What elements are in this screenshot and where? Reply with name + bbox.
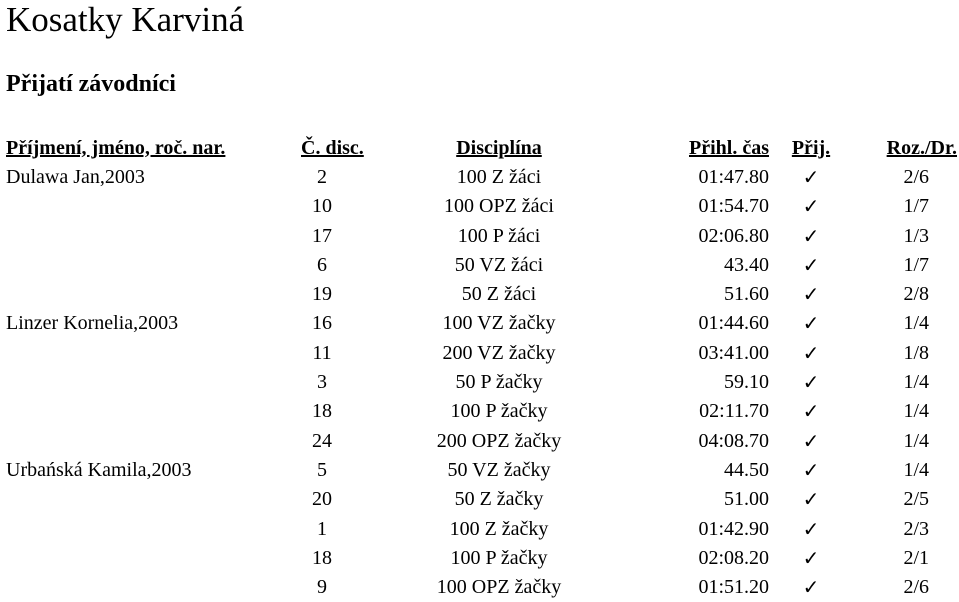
table-row [0, 279, 959, 308]
accepted-check-icon: ✓ [802, 487, 820, 512]
accepted-check-icon: ✓ [802, 252, 820, 277]
entry-time: 01:54.70 [698, 195, 769, 218]
heat-lane: 1/4 [903, 400, 929, 423]
entry-time: 02:11.70 [699, 400, 769, 423]
heat-lane: 1/8 [903, 341, 929, 364]
section-title: Přijatí závodníci [6, 71, 176, 97]
table-row [0, 397, 959, 426]
discipline-number: 24 [312, 429, 332, 452]
column-header-accepted: Přij. [791, 136, 831, 159]
heat-lane: 1/4 [903, 429, 929, 452]
discipline-number: 18 [312, 400, 332, 423]
discipline-number: 11 [312, 341, 332, 364]
entry-time: 02:06.80 [698, 224, 769, 247]
swimmer-name [0, 221, 300, 250]
table-row [0, 221, 959, 250]
entry-time: 59.10 [724, 371, 769, 394]
swimmer-name [0, 485, 300, 514]
discipline-name: 100 OPZ žačky [436, 576, 562, 599]
table-header-row [0, 133, 959, 162]
discipline-name: 50 Z žačky [454, 488, 544, 511]
column-header-name: Příjmení, jméno, roč. nar. [6, 136, 226, 159]
table-row [0, 309, 959, 338]
discipline-name: 200 OPZ žačky [436, 429, 562, 452]
heat-lane: 2/6 [903, 576, 929, 599]
discipline-name: 100 P žačky [450, 546, 548, 569]
discipline-name: 50 Z žáci [461, 283, 537, 306]
heat-lane: 2/8 [903, 283, 929, 306]
discipline-number: 2 [317, 165, 327, 188]
discipline-number: 10 [312, 195, 332, 218]
discipline-number: 17 [312, 224, 332, 247]
accepted-check-icon: ✓ [802, 545, 820, 570]
discipline-number: 16 [312, 312, 332, 335]
discipline-name: 50 VZ žačky [447, 458, 551, 481]
entry-time: 02:08.20 [698, 546, 769, 569]
entry-time: 03:41.00 [698, 341, 769, 364]
table-row [0, 250, 959, 279]
discipline-number: 19 [312, 283, 332, 306]
swimmer-name [0, 192, 300, 221]
table-row [0, 367, 959, 396]
table-row [0, 514, 959, 543]
discipline-name: 100 Z žačky [449, 517, 549, 540]
discipline-number: 18 [312, 546, 332, 569]
column-header-heat-lane: Roz./Dr. [886, 136, 957, 159]
swimmer-name [0, 543, 300, 572]
heat-lane: 2/3 [903, 517, 929, 540]
discipline-name: 100 P žačky [450, 400, 548, 423]
accepted-check-icon: ✓ [802, 194, 820, 219]
entry-time: 04:08.70 [698, 429, 769, 452]
entry-time: 43.40 [724, 253, 769, 276]
swimmer-name [0, 367, 300, 396]
discipline-number: 5 [317, 458, 327, 481]
column-header-discipline: Disciplína [456, 136, 542, 159]
entry-time: 51.00 [724, 488, 769, 511]
club-title: Kosatky Karviná [6, 0, 245, 39]
discipline-number: 1 [317, 517, 327, 540]
table-row [0, 338, 959, 367]
table-row [0, 455, 959, 484]
swimmer-name [0, 397, 300, 426]
accepted-check-icon: ✓ [802, 457, 820, 482]
table-row [0, 485, 959, 514]
swimmer-name [0, 250, 300, 279]
table-row [0, 426, 959, 455]
swimmer-name: Linzer Kornelia,2003 [6, 312, 179, 335]
table-row [0, 162, 959, 191]
table-row [0, 572, 959, 601]
heat-lane: 2/6 [903, 165, 929, 188]
heat-lane: 2/5 [903, 488, 929, 511]
column-header-entry-time: Přihl. čas [689, 136, 769, 159]
accepted-swimmers-table [0, 133, 959, 602]
discipline-name: 100 Z žáci [456, 165, 542, 188]
heat-lane: 1/4 [903, 312, 929, 335]
discipline-name: 50 VZ žáci [454, 253, 544, 276]
swimmer-name [0, 426, 300, 455]
swimmer-name [0, 514, 300, 543]
table-row [0, 543, 959, 572]
accepted-check-icon: ✓ [802, 399, 820, 424]
swimmer-name [0, 279, 300, 308]
accepted-check-icon: ✓ [802, 428, 820, 453]
entry-time: 01:42.90 [698, 517, 769, 540]
swimmer-name: Urbańská Kamila,2003 [6, 458, 192, 481]
discipline-number: 20 [312, 488, 332, 511]
heat-lane: 1/7 [903, 253, 929, 276]
table-row [0, 192, 959, 221]
accepted-check-icon: ✓ [802, 575, 820, 600]
accepted-check-icon: ✓ [802, 370, 820, 395]
entry-time: 01:51.20 [698, 576, 769, 599]
accepted-check-icon: ✓ [802, 282, 820, 307]
discipline-number: 3 [317, 371, 327, 394]
accepted-check-icon: ✓ [802, 340, 820, 365]
column-header-disc-no: Č. disc. [301, 136, 364, 159]
entry-time: 51.60 [724, 283, 769, 306]
table-body [0, 162, 959, 601]
accepted-check-icon: ✓ [802, 516, 820, 541]
swimmer-name [0, 572, 300, 601]
heat-lane: 1/4 [903, 458, 929, 481]
discipline-name: 100 VZ žačky [442, 312, 556, 335]
discipline-name: 100 P žáci [457, 224, 541, 247]
accepted-check-icon: ✓ [802, 311, 820, 336]
swimmer-name [0, 338, 300, 367]
entry-time: 44.50 [724, 458, 769, 481]
discipline-name: 50 P žačky [455, 371, 543, 394]
heat-lane: 1/7 [903, 195, 929, 218]
discipline-name: 200 VZ žačky [442, 341, 556, 364]
heat-lane: 1/4 [903, 371, 929, 394]
swimmer-name: Dulawa Jan,2003 [6, 165, 145, 188]
heat-lane: 2/1 [903, 546, 929, 569]
entry-time: 01:44.60 [698, 312, 769, 335]
accepted-check-icon: ✓ [802, 164, 820, 189]
heat-lane: 1/3 [903, 224, 929, 247]
discipline-number: 6 [317, 253, 327, 276]
discipline-name: 100 OPZ žáci [444, 195, 554, 218]
entry-time: 01:47.80 [698, 165, 769, 188]
discipline-number: 9 [317, 576, 327, 599]
accepted-check-icon: ✓ [802, 223, 820, 248]
